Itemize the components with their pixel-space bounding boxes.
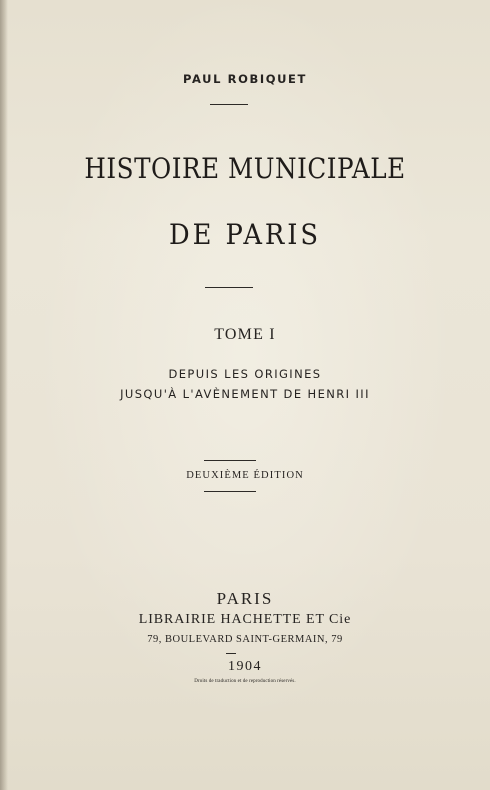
- volume-label: TOME I: [214, 326, 276, 343]
- book-title-line-2: DE PARIS: [168, 218, 322, 251]
- title-rule: [205, 287, 253, 288]
- publisher-name: LIBRAIRIE HACHETTE ET Cie: [138, 612, 352, 627]
- publication-city: PARIS: [216, 589, 274, 608]
- subtitle-line-2: JUSQU'À L'AVÈNEMENT DE HENRI III: [120, 387, 370, 401]
- edition-rule-bottom: [204, 491, 256, 492]
- edition-rule-top: [204, 460, 256, 461]
- publication-year: 1904: [228, 659, 262, 674]
- subtitle-line-1: DEPUIS LES ORIGINES: [168, 367, 322, 381]
- author-rule: [210, 104, 248, 105]
- publisher-address: 79, BOULEVARD SAINT-GERMAIN, 79: [147, 634, 343, 645]
- book-title-line-1: HISTOIRE MUNICIPALE: [84, 152, 406, 185]
- author-name: PAUL ROBIQUET: [183, 72, 307, 86]
- rights-notice: Droits de traduction et de reproduction réservés.: [194, 679, 296, 684]
- address-rule: [226, 653, 236, 654]
- edition-label: DEUXIÈME ÉDITION: [186, 470, 304, 481]
